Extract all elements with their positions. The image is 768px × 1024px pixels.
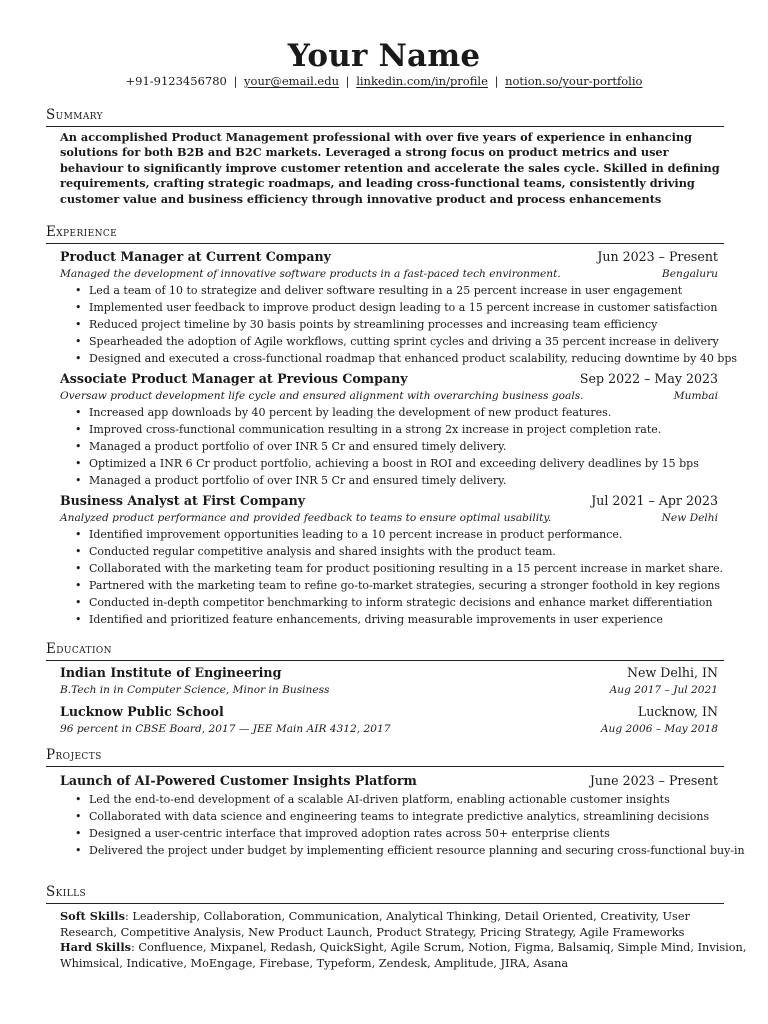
bullet-item: • Partnered with the marketing team to refine go-to-market strategies, securing a stronger foothold in key regions	[89, 577, 729, 594]
job-title: Associate Product Manager at Previous Company	[60, 371, 408, 386]
summary-line: customer value and business efficiency through innovative product and process enhancements	[60, 191, 662, 206]
hard-skills-label: Hard Skills	[60, 940, 131, 955]
job-location: New Delhi	[661, 512, 718, 524]
bullet-item: • Conducted in-depth competitor benchmarking to inform strategic decisions and enhance market differentiation	[89, 594, 729, 611]
phone-number: +91-9123456780	[125, 74, 227, 88]
summary-line: An accomplished Product Management professional with over five years of experience in enhancing	[60, 130, 692, 144]
project-bullets	[89, 791, 745, 859]
bullet-item: • Collaborated with data science and engineering teams to integrate predictive analytics, streamlining decisions	[89, 808, 729, 825]
bullet-item: • Managed a product portfolio of over INR 5 Cr and ensured timely delivery.	[89, 472, 729, 489]
project-header	[60, 773, 718, 789]
bullet-item: • Implemented user feedback to improve product design leading to a 15 percent increase in customer satisfaction	[89, 299, 729, 316]
school-dates: Aug 2017 – Jul 2021	[609, 684, 718, 696]
summary-text	[60, 130, 724, 207]
soft-skills-list: Leadership, Collaboration, Communication, Analytical Thinking, Detail Oriented, Creativity, User	[132, 910, 690, 923]
school-location: New Delhi, IN	[627, 665, 718, 680]
bullet-item: • Improved cross-functional communication resulting in a strong 2x increase in project completion rate.	[89, 421, 729, 438]
job-dates: Jul 2021 – Apr 2023	[591, 493, 718, 508]
school-header	[60, 704, 718, 720]
project-name: Launch of AI-Powered Customer Insights Platform	[60, 773, 417, 788]
school-degree: 96 percent in CBSE Board, 2017 — JEE Main AIR 4312, 2017	[60, 723, 391, 735]
summary-line: solutions for both B2B and B2C markets. Leveraged a strong focus on product metrics and user	[60, 145, 669, 160]
job-title: Product Manager at Current Company	[60, 249, 331, 264]
job-location: Bengaluru	[661, 268, 718, 280]
candidate-name: Your Name	[287, 38, 481, 74]
job-location: Mumbai	[673, 390, 718, 402]
job-header	[60, 249, 718, 265]
skills-heading: Skills	[46, 884, 87, 900]
summary-line: behaviour to significantly improve customer retention and accelerate the sales cycle. Skilled in defining	[60, 160, 720, 175]
soft-skills-label: Soft Skills	[60, 909, 125, 923]
skills-line: Research, Competitive Analysis, New Product Launch, Product Strategy, Pricing Strategy, Agile Frameworks	[60, 925, 685, 939]
skills-line: Soft Skills: Leadership, Collaboration, Communication, Analytical Thinking, Detail Oriented, Creativity, User	[60, 909, 690, 923]
project-dates: June 2023 – Present	[589, 773, 718, 788]
contact-separator: |	[345, 74, 350, 88]
school-subheader	[60, 683, 718, 697]
summary-line: requirements, crafting strategic roadmaps, and leading cross-functional teams, consistently driving	[60, 176, 695, 191]
job-description: Analyzed product performance and provided feedback to teams to ensure optimal usability.	[60, 512, 552, 524]
section-divider	[46, 660, 724, 661]
contact-separator: |	[233, 74, 238, 88]
bullet-item: • Optimized a INR 6 Cr product portfolio, achieving a boost in ROI and exceeding delivery deadlines by 15 bps	[89, 455, 729, 472]
contact-line	[0, 73, 768, 89]
job-subheader	[60, 511, 718, 525]
bullet-item: • Identified and prioritized feature enhancements, driving measurable improvements in user experience	[89, 611, 729, 628]
skills-line: Hard Skills: Confluence, Mixpanel, Redash, QuickSight, Agile Scrum, Notion, Figma, Balsamiq, Simple Mind, Invision,	[60, 940, 747, 955]
experience-heading: Experience	[46, 224, 118, 240]
linkedin-link[interactable]: linkedin.com/in/profile	[356, 74, 488, 88]
education-heading: Education	[46, 641, 112, 657]
school-header	[60, 665, 718, 681]
job-bullets	[89, 404, 729, 489]
skills-line: Whimsical, Indicative, MoEngage, Firebase, Typeform, Zendesk, Amplitude, JIRA, Asana	[60, 956, 569, 970]
school-location: Lucknow, IN	[637, 704, 718, 719]
bullet-item: • Delivered the project under budget by implementing efficient resource planning and securing cross-functional buy-in	[89, 842, 729, 859]
section-divider	[46, 903, 724, 904]
school-degree: B.Tech in in Computer Science, Minor in Business	[60, 684, 330, 696]
job-dates: Jun 2023 – Present	[597, 249, 718, 264]
school-name: Indian Institute of Engineering	[60, 665, 282, 680]
job-subheader	[60, 267, 718, 281]
bullet-item: • Led the end-to-end development of a scalable AI-driven platform, enabling actionable customer insights	[89, 791, 729, 808]
job-dates: Sep 2022 – May 2023	[579, 371, 718, 386]
bullet-item: • Designed a user-centric interface that improved adoption rates across 50+ enterprise clients	[89, 825, 729, 842]
email-link[interactable]: your@email.edu	[244, 74, 340, 88]
bullet-item: • Conducted regular competitive analysis and shared insights with the product team.	[89, 543, 729, 560]
portfolio-link[interactable]: notion.so/your-portfolio	[505, 74, 643, 88]
job-bullets	[89, 282, 738, 367]
bullet-item: • Reduced project timeline by 30 basis points by streamlining processes and increasing team efficiency	[89, 316, 729, 333]
job-subheader	[60, 389, 718, 403]
skills-block	[60, 909, 747, 971]
school-subheader	[60, 722, 718, 736]
summary-heading: Summary	[46, 107, 104, 123]
contact-separator: |	[494, 74, 499, 88]
bullet-item: • Managed a product portfolio of over INR 5 Cr and ensured timely delivery.	[89, 438, 729, 455]
job-header	[60, 493, 718, 509]
job-description: Oversaw product development life cycle and ensured alignment with overarching business goals.	[60, 390, 584, 402]
bullet-item: • Designed and executed a cross-functional roadmap that enhanced product scalability, reducing downtime by 40 bps	[89, 350, 729, 367]
bullet-item: • Identified improvement opportunities leading to a 10 percent increase in product performance.	[89, 526, 729, 543]
school-name: Lucknow Public School	[60, 704, 224, 719]
bullet-item: • Led a team of 10 to strategize and deliver software resulting in a 25 percent increase in user engagement	[89, 282, 729, 299]
school-dates: Aug 2006 – May 2018	[600, 723, 718, 735]
job-header	[60, 371, 718, 387]
hard-skills-list: Confluence, Mixpanel, Redash, QuickSight, Agile Scrum, Notion, Figma, Balsamiq, Simple Mind, Invision,	[138, 941, 747, 955]
section-divider	[46, 243, 724, 244]
bullet-item: • Collaborated with the marketing team for product positioning resulting in a 15 percent increase in market share.	[89, 560, 729, 577]
job-bullets	[89, 526, 729, 628]
projects-heading: Projects	[46, 747, 102, 763]
section-divider	[46, 766, 724, 767]
section-divider	[46, 126, 724, 127]
bullet-item: • Increased app downloads by 40 percent by leading the development of new product features.	[89, 404, 729, 421]
job-description: Managed the development of innovative software products in a fast-paced tech environment.	[60, 268, 561, 280]
bullet-item: • Spearheaded the adoption of Agile workflows, cutting sprint cycles and driving a 35 percent increase in delivery	[89, 333, 729, 350]
job-title: Business Analyst at First Company	[60, 493, 306, 508]
